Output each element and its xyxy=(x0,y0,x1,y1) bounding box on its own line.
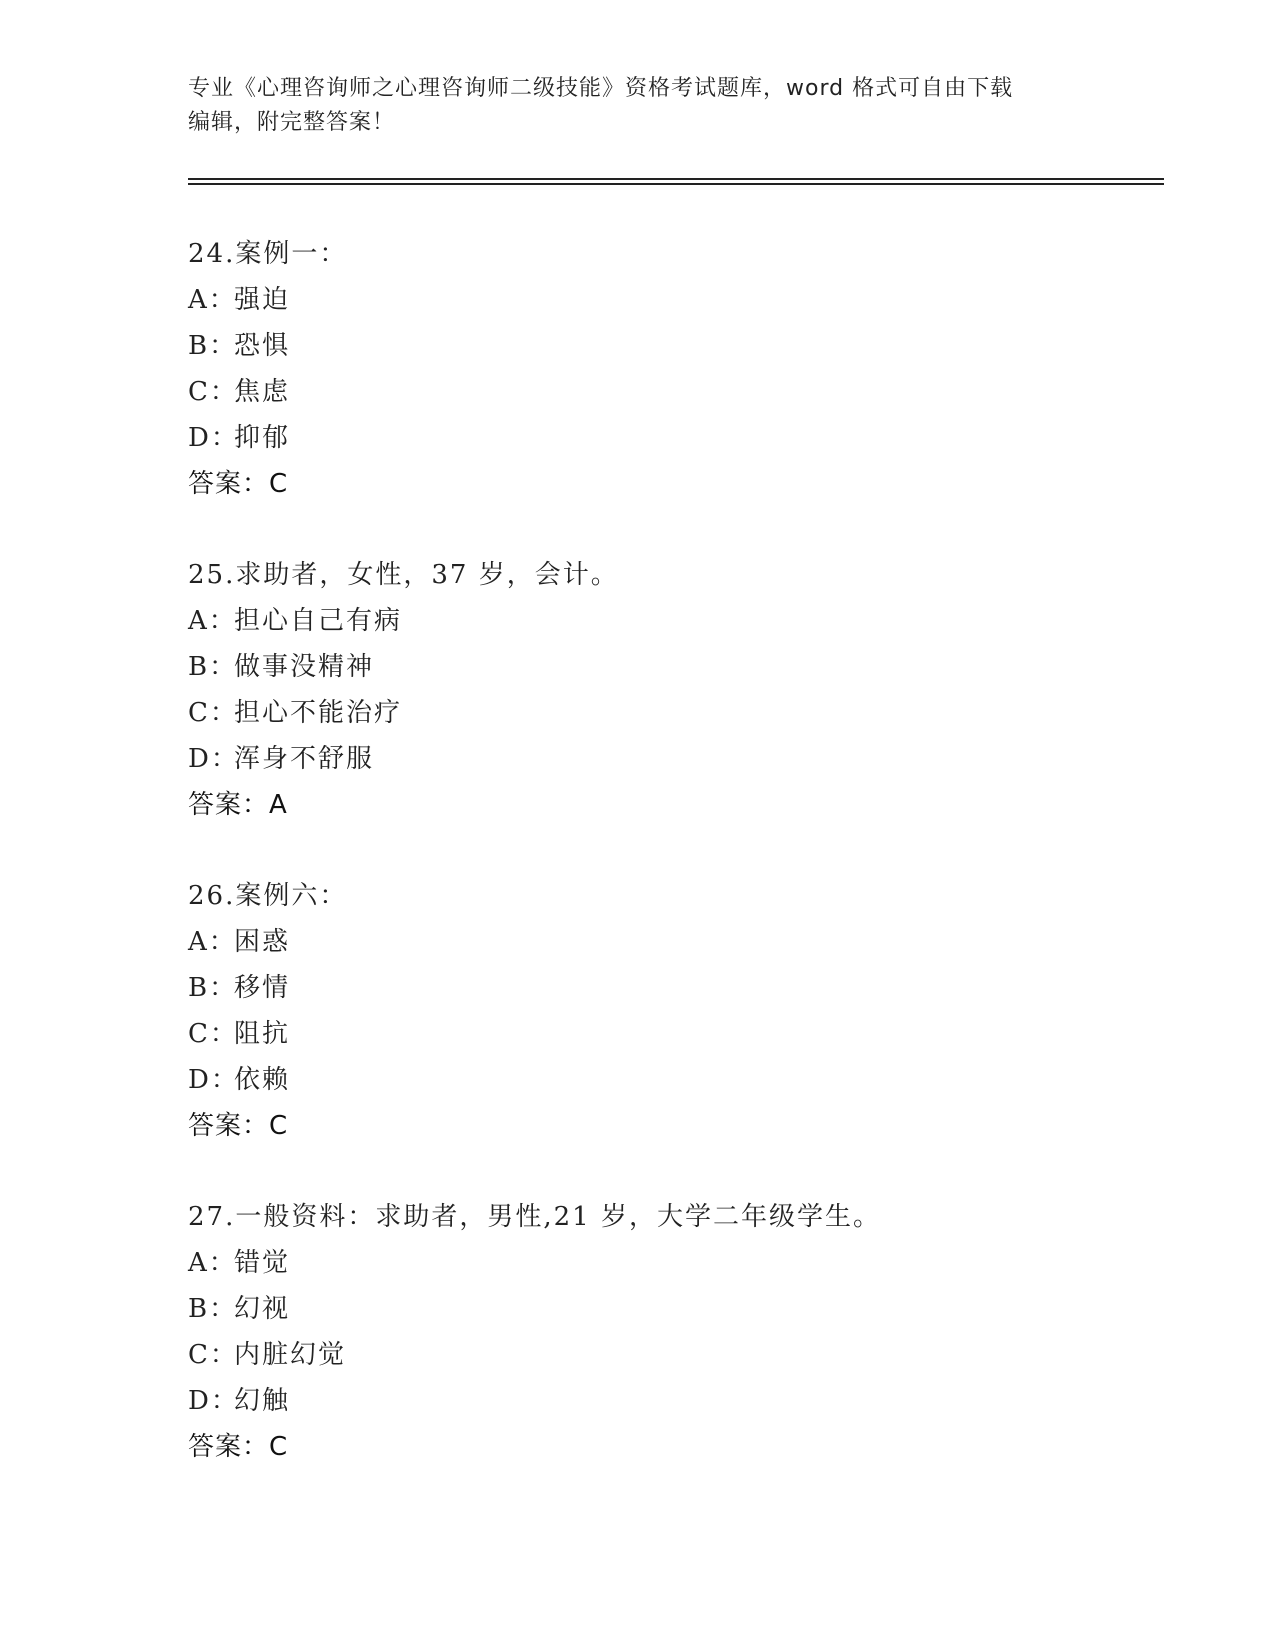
option-b xyxy=(188,1286,1088,1332)
header-divider-top xyxy=(188,178,1164,180)
option-text: 幻触 xyxy=(234,1386,291,1416)
answer: 答案：C xyxy=(188,469,289,499)
answer: 答案：C xyxy=(188,1111,289,1141)
answer: 答案：C xyxy=(188,1432,289,1462)
option-c xyxy=(188,1332,1088,1378)
option-d xyxy=(188,736,1088,782)
option-key: B： xyxy=(188,1294,238,1324)
option-a xyxy=(188,598,1088,644)
question-stem: 26.案例六： xyxy=(188,881,348,911)
option-text: 抑郁 xyxy=(234,423,291,453)
option-text: 阻抗 xyxy=(234,1019,291,1049)
option-c xyxy=(188,1011,1088,1057)
option-d xyxy=(188,415,1088,461)
question-25 xyxy=(188,552,1088,828)
option-text: 焦虑 xyxy=(234,377,291,407)
option-key: C： xyxy=(188,1340,238,1370)
option-text: 担心自己有病 xyxy=(234,606,403,636)
answer: 答案：A xyxy=(188,790,288,820)
option-key: B： xyxy=(188,973,238,1003)
option-key: D： xyxy=(188,744,239,774)
option-text: 困惑 xyxy=(234,927,291,957)
option-key: C： xyxy=(188,1019,238,1049)
option-c xyxy=(188,690,1088,736)
header-line-2: 编辑，附完整答案！ xyxy=(188,110,396,135)
option-key: A： xyxy=(188,1248,237,1278)
option-text: 错觉 xyxy=(234,1248,291,1278)
option-b xyxy=(188,323,1088,369)
question-stem: 24.案例一： xyxy=(188,239,348,269)
option-key: D： xyxy=(188,1386,239,1416)
option-text: 幻视 xyxy=(234,1294,291,1324)
option-b xyxy=(188,965,1088,1011)
header-line-1: 专业《心理咨询师之心理咨询师二级技能》资格考试题库，word 格式可自由下载 xyxy=(188,76,1014,101)
option-text: 恐惧 xyxy=(234,331,291,361)
header-divider-bottom xyxy=(188,183,1164,185)
option-a xyxy=(188,277,1088,323)
question-stem: 27.一般资料：求助者，男性,21 岁，大学二年级学生。 xyxy=(188,1202,881,1232)
option-text: 移情 xyxy=(234,973,291,1003)
option-key: D： xyxy=(188,423,239,453)
option-key: B： xyxy=(188,652,238,682)
option-key: B： xyxy=(188,331,238,361)
option-d xyxy=(188,1057,1088,1103)
option-key: A： xyxy=(188,927,237,957)
option-c xyxy=(188,369,1088,415)
option-key: A： xyxy=(188,285,237,315)
option-text: 做事没精神 xyxy=(234,652,375,682)
option-key: C： xyxy=(188,698,238,728)
option-text: 依赖 xyxy=(234,1065,291,1095)
question-27 xyxy=(188,1194,1088,1470)
option-key: D： xyxy=(188,1065,239,1095)
option-d xyxy=(188,1378,1088,1424)
option-key: C： xyxy=(188,377,238,407)
option-text: 强迫 xyxy=(234,285,291,315)
option-key: A： xyxy=(188,606,237,636)
question-26 xyxy=(188,873,1088,1149)
option-a xyxy=(188,1240,1088,1286)
question-24 xyxy=(188,231,1088,507)
option-text: 内脏幻觉 xyxy=(234,1340,347,1370)
option-b xyxy=(188,644,1088,690)
option-a xyxy=(188,919,1088,965)
option-text: 浑身不舒服 xyxy=(234,744,375,774)
document-header xyxy=(188,72,1088,140)
question-stem: 25.求助者，女性，37 岁，会计。 xyxy=(188,560,619,590)
option-text: 担心不能治疗 xyxy=(234,698,403,728)
